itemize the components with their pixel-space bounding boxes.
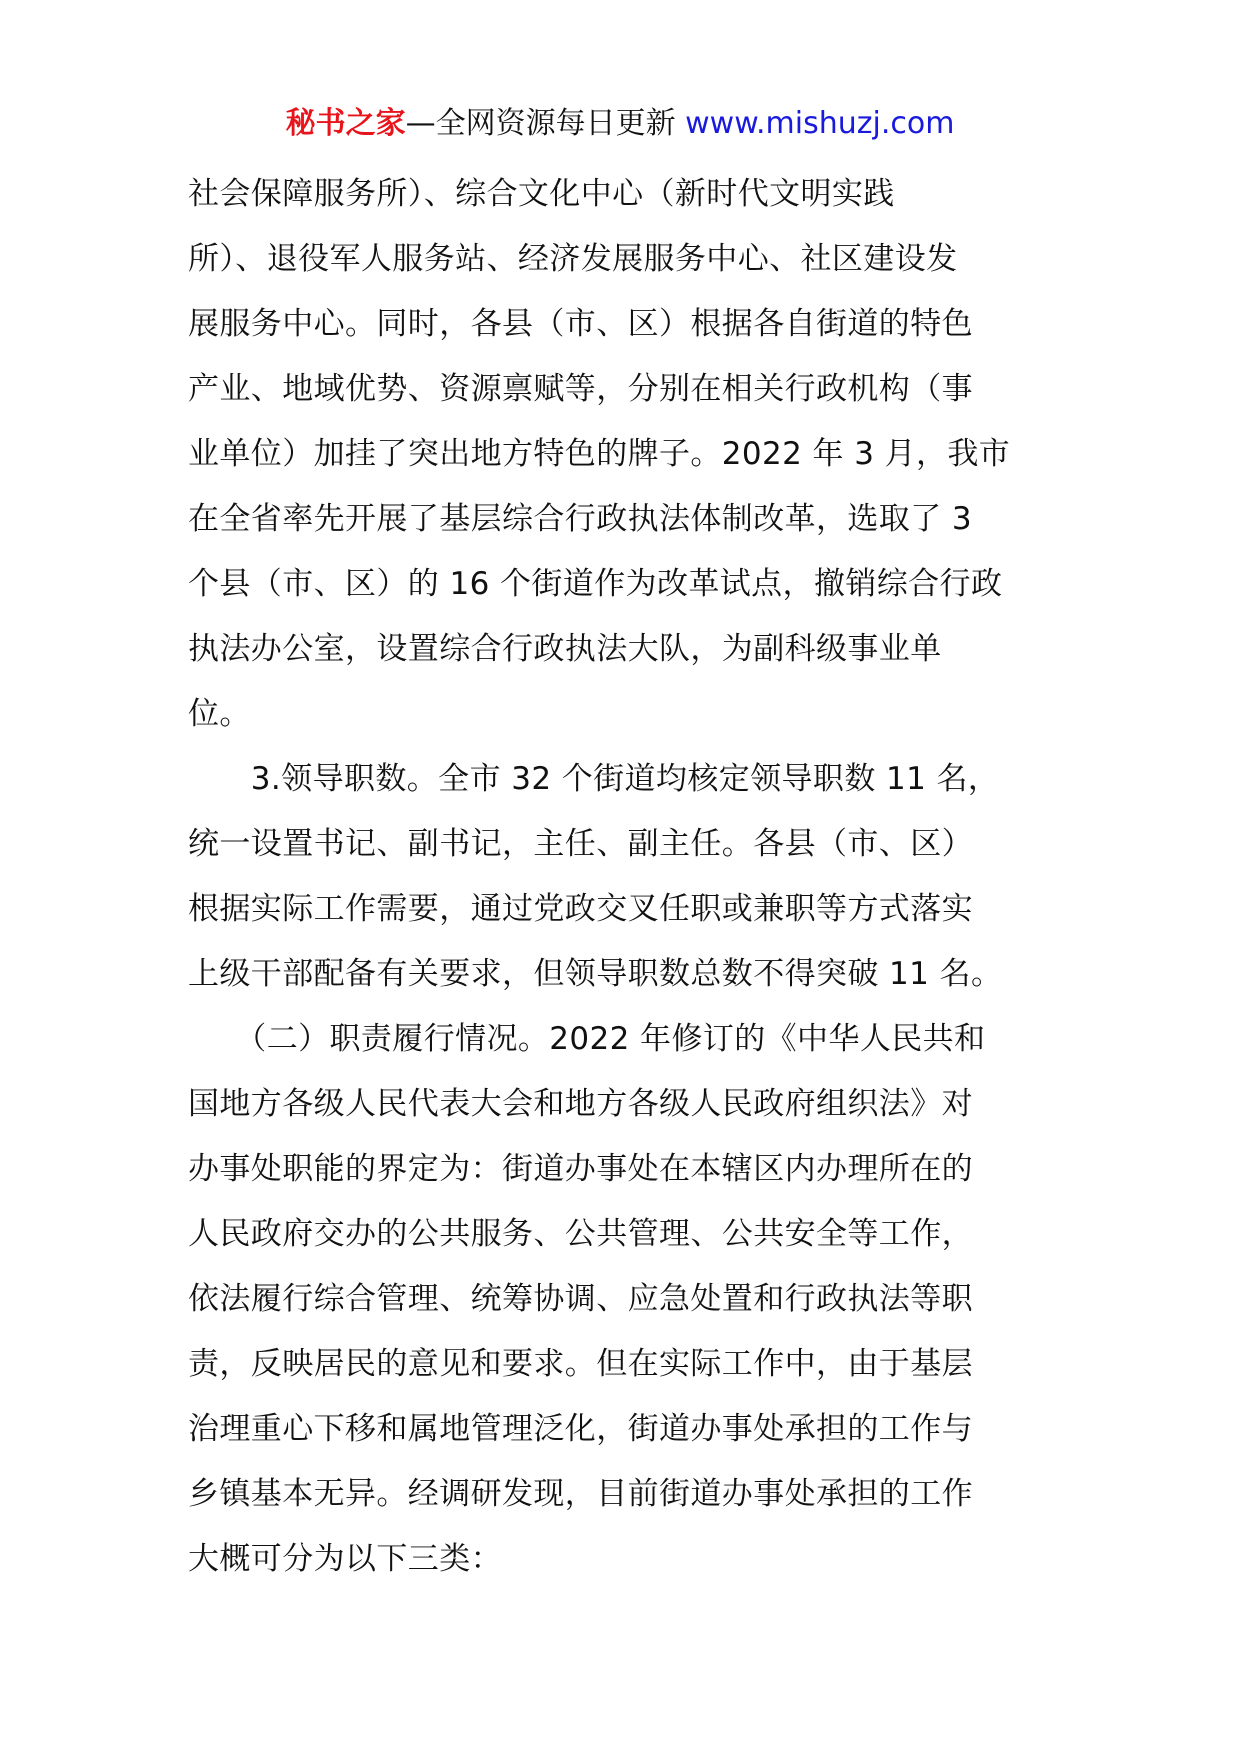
body-line: 展服务中心。同时，各县（市、区）根据各自街道的特色 xyxy=(188,306,973,342)
body-line: 办事处职能的界定为：街道办事处在本辖区内办理所在的 xyxy=(188,1151,973,1187)
site-url-link[interactable]: www.mishuzj.com xyxy=(685,106,955,141)
body-line: 3.领导职数。全市 32 个街道均核定领导职数 11 名， xyxy=(188,761,1000,797)
site-header xyxy=(0,104,1240,144)
body-line: 国地方各级人民代表大会和地方各级人民政府组织法》对 xyxy=(188,1086,973,1122)
body-line: 位。 xyxy=(188,696,251,732)
body-line: 大概可分为以下三类： xyxy=(188,1541,502,1577)
body-line: 治理重心下移和属地管理泛化，街道办事处承担的工作与 xyxy=(188,1411,973,1447)
body-line: 执法办公室，设置综合行政执法大队，为副科级事业单 xyxy=(188,631,942,667)
document-body xyxy=(188,162,1058,1592)
body-line: 上级干部配备有关要求，但领导职数总数不得突破 11 名。 xyxy=(188,956,1003,992)
body-line: 根据实际工作需要，通过党政交叉任职或兼职等方式落实 xyxy=(188,891,973,927)
site-brand: 秘书之家 xyxy=(285,106,406,141)
body-line: 个县（市、区）的 16 个街道作为改革试点，撤销综合行政 xyxy=(188,566,1003,602)
body-line: 业单位）加挂了突出地方特色的牌子。2022 年 3 月，我市 xyxy=(188,436,1011,472)
body-line: 统一设置书记、副书记，主任、副主任。各县（市、区） xyxy=(188,826,973,862)
body-line: 责，反映居民的意见和要求。但在实际工作中，由于基层 xyxy=(188,1346,973,1382)
body-line: 产业、地域优势、资源禀赋等，分别在相关行政机构（事 xyxy=(188,371,973,407)
body-line: 人民政府交办的公共服务、公共管理、公共安全等工作， xyxy=(188,1216,973,1252)
body-line: 所）、退役军人服务站、经济发展服务中心、社区建设发 xyxy=(188,241,958,277)
site-tagline: —全网资源每日更新 xyxy=(405,106,676,141)
body-line: （二）职责履行情况。2022 年修订的《中华人民共和 xyxy=(188,1021,986,1057)
body-line: 乡镇基本无异。经调研发现，目前街道办事处承担的工作 xyxy=(188,1476,973,1512)
body-line: 依法履行综合管理、统筹协调、应急处置和行政执法等职 xyxy=(188,1281,973,1317)
body-line: 社会保障服务所）、综合文化中心（新时代文明实践 xyxy=(188,176,895,212)
body-line: 在全省率先开展了基层综合行政执法体制改革，选取了 3 xyxy=(188,501,972,537)
